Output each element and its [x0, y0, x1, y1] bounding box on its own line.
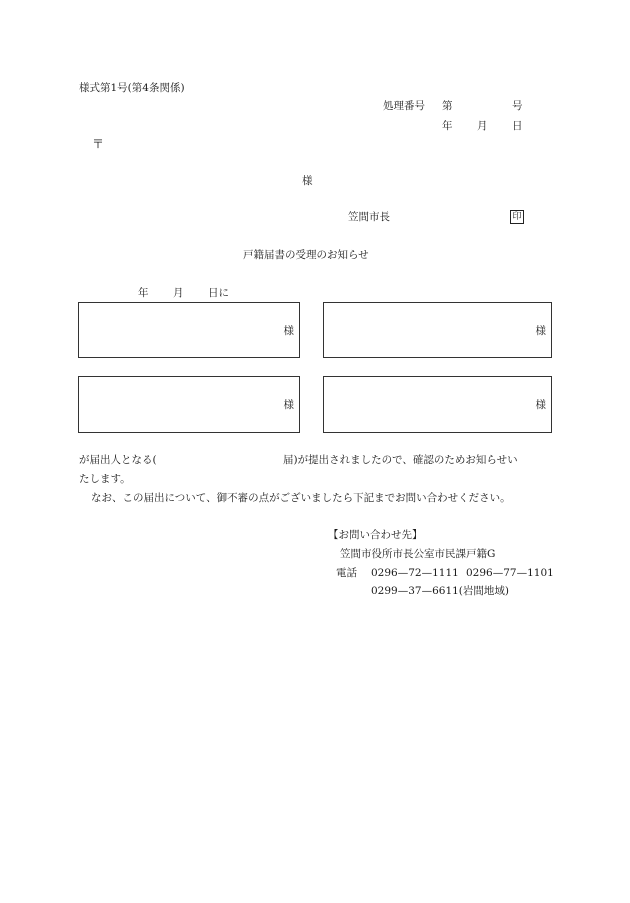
- person-suffix: 様: [283, 399, 294, 411]
- addressee-suffix: 様: [302, 175, 313, 187]
- processing-number-go: 号: [512, 100, 523, 112]
- contact-office: 笠間市役所市長公室市民課戸籍G: [340, 548, 496, 560]
- body-line3: なお、この届出について、御不審の点がございましたら下記までお問い合わせください。: [91, 492, 511, 504]
- processing-number-label: 処理番号: [383, 100, 425, 112]
- person-suffix: 様: [283, 325, 294, 337]
- date-day-label: 日: [512, 120, 523, 132]
- contact-phone-1: 0296—72—1111: [371, 567, 459, 579]
- issuer-title: 笠間市長: [348, 211, 390, 223]
- seal-mark: 印: [510, 210, 524, 224]
- date-line-month: 月: [173, 287, 184, 299]
- contact-phone-3: 0299—37—6611(岩間地域): [371, 585, 509, 597]
- person-suffix: 様: [535, 399, 546, 411]
- contact-phone-label: 電話: [336, 567, 357, 579]
- person-box-2[interactable]: [323, 302, 552, 358]
- postal-mark: 〒: [92, 137, 105, 151]
- body-line1-start: が届出人となる(: [79, 454, 157, 466]
- person-box-1[interactable]: [78, 302, 300, 358]
- body-line1-end: 届)が提出されましたので、確認のためお知らせい: [283, 454, 518, 466]
- date-year-label: 年: [442, 120, 453, 132]
- date-month-label: 月: [477, 120, 488, 132]
- date-line-day: 日に: [208, 287, 229, 299]
- processing-number-dai: 第: [442, 100, 453, 112]
- body-line2: たします。: [79, 473, 131, 485]
- person-box-4[interactable]: [323, 376, 552, 433]
- contact-heading: 【お問い合わせ先】: [328, 529, 423, 541]
- person-suffix: 様: [535, 325, 546, 337]
- date-line-year: 年: [138, 287, 149, 299]
- form-number: 様式第1号(第4条関係): [79, 82, 185, 94]
- person-box-3[interactable]: [78, 376, 300, 433]
- contact-phone-2: 0296—77—1101: [466, 567, 554, 579]
- document-title: 戸籍届書の受理のお知らせ: [243, 249, 369, 261]
